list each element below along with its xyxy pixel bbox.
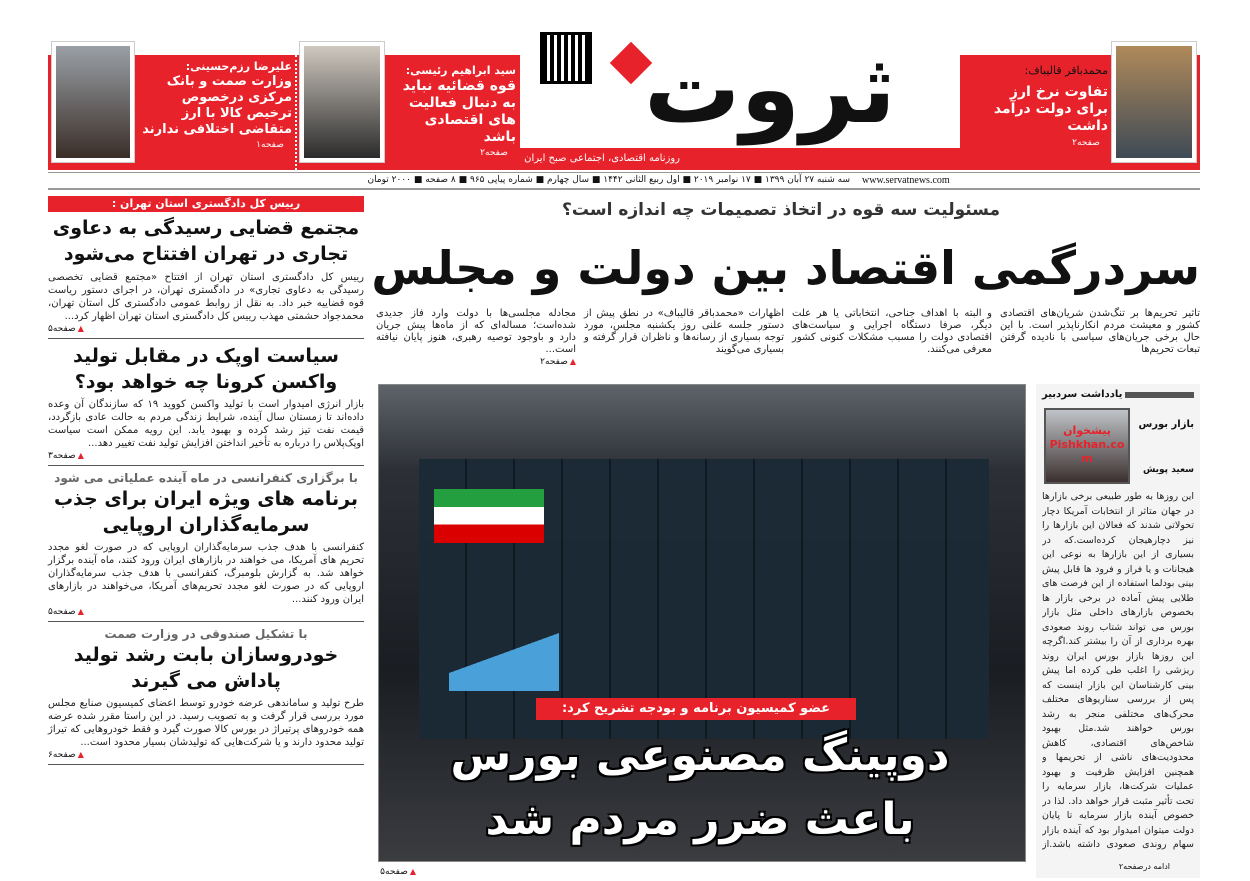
story-body: بازار انرژی امیدوار است با تولید واکسن کووید ۱۹ که سازندگان آن وعده داده‌اند تا زمستان سال آینده، شرایط زندگی مردم به حالت عادی بازگردد، قیمت نفت تیز رشد کرده و بهبود یابد. این رویه ممکن است سیاست اوپک‌پلاس را درباره به تأخیر انداختن افزایش تولید نفت تغییر دهد...: [48, 399, 364, 449]
tagline: روزنامه اقتصادی، اجتماعی صبح ایران: [524, 153, 680, 164]
story-headline[interactable]: مجتمع قضایی رسیدگی به دعاوی تجاری در تهران افتتاح می‌شود: [52, 217, 360, 265]
editorial-label-text: یادداشت سردبیر: [1042, 389, 1123, 400]
lead-page-ref[interactable]: ▲ صفحه۲: [376, 356, 576, 368]
lead-column-last: [376, 308, 576, 368]
story-4: [48, 622, 364, 765]
divider: [295, 55, 297, 170]
teaser-speaker: علیرضا رزم‌حسینی:: [185, 60, 292, 73]
dateline: سه شنبه ۲۷ آبان ۱۳۹۹ ■ ۱۷ نوامبر ۲۰۱۹ ■ اول ربیع الثانی ۱۴۴۲ ■ سال چهارم ■ شماره پیاپی ۹۶۵ ■ ۸ صفحه ■ ۲۰۰۰ تومان: [367, 175, 850, 185]
story-headline[interactable]: خودروسازان بابت رشد تولید پاداش می گیرند: [73, 644, 339, 692]
story-page-ref[interactable]: ▲ صفحه۵: [48, 606, 364, 618]
lead-column: و البته با اهداف جناحی، انتخاباتی یا هر علت دیگر، صرفا دستگاه اجرایی و سیاست‌های اقتصادی دولت را مسبب مشکلات کنونی کشور معرفی می‌کنند.: [792, 308, 992, 355]
teaser-speaker: سید ابراهیم رئیسی:: [405, 64, 516, 77]
photo-page-ref[interactable]: ▲ صفحه۵: [372, 866, 416, 878]
label-bar: [1125, 392, 1194, 398]
left-column: [48, 196, 364, 765]
story-kicker: با تشکیل صندوقی در وزارت صمت: [104, 627, 308, 641]
editorial-column: [1036, 384, 1200, 878]
editorial-body: این روزها به طور طبیعی برخی بازارها در جهان متاثر از انتخابات آمریکا دچار تحولاتی شدند که فعالان این بازارها را نیز دچارهیجان کرده‌است.که در بسیاری از این بازارها به نوعی این هیجانات و یا فراز و فرود ها قابل پیش بینی بودلما استفاده از این فرصت های طلایی پیش آماده در برخی بازار ها بخصوص بازارهای داخلی مثل بازار بورس می تواند شتاب روند صعودی بهره برداری از آن را بیشتر کند.اگرچه این روزها بازار بورس ایران روند ریزشی را اغلب طی کرده اما پیش بینی کارشناسان این بازار اینست که پس از بررسی سناریوهای مختلف محرک‌های مختلفی منجر به رشد بورس خواهند شد.مثل بهبود شاخص‌های اقتصادی، کاهش محدودیت‌های ناشی از تحریمها و همچنین افزایش ظرفیت و بهبود عملیات شرکت‌ها، بازار سرمایه را تحت تأثیر مثبت قرار خواهد داد. لذا در خصوص آینده بازار سرمایه تا پایان دولت میتوان امیدوار بود که آینده بازار سهام روندی صعودی داشته باشد.از: [1042, 491, 1194, 850]
story-3: [48, 466, 364, 622]
lead-columns: [376, 308, 1200, 368]
iran-flag: [434, 489, 544, 543]
photo-headline-line1[interactable]: دوپینگ مصنوعی بورس: [450, 730, 950, 781]
editorial-author: سعید پویش: [1142, 465, 1194, 475]
story-headline[interactable]: سیاست اوپک در مقابل تولید واکسن کرونا چه خواهد بود؟: [72, 345, 339, 393]
editorial-continue[interactable]: ادامه درصفحه۲: [1118, 862, 1170, 871]
logo: [520, 30, 960, 148]
story-body: رییس کل دادگستری استان تهران از افتتاح «مجتمع قضایی تخصصی رسیدگی به دعاوی تجاری» در دادگستری تهران، در اجرای دستور ریاست قوه قضاییه خبر داد. به نقل از روابط عمومی دادگستری کل استان تهران، محمدجواد حشمتی مهذب رییس کل دادگستری استان تهران اظهار کرد...: [48, 272, 364, 322]
teaser-razmhosseini: [138, 60, 292, 151]
lead-column: مجادله مجلسی‌ها با دولت وارد فاز جدیدی شده‌است؛ مساله‌ای که از ماه‌ها پیش جریان دارد و باوجود توصیه رهبری، هنوز پایان نیافته است...: [376, 308, 576, 355]
teaser-headline[interactable]: قوه قضائیه نباید به دنبال فعالیت های اقتصادی باشد: [402, 78, 516, 145]
story-headline[interactable]: برنامه های ویژه ایران برای جذب سرمایه‌گذاران اروپایی: [53, 488, 359, 536]
editorial-title[interactable]: بازار بورس: [1138, 419, 1194, 430]
watermark: پیشخوان Pishkhan.com: [1049, 424, 1125, 465]
lead-column: اظهارات «محمدباقر قالیباف» در نطق پیش از دستور جلسه علنی روز یکشنبه مجلس، مورد توجه بسیاری از رسانه‌ها و ناظران قرار گرفته و بسیاری می‌گویند: [584, 308, 784, 355]
story-kicker: رییس کل دادگستری استان تهران :: [48, 196, 364, 212]
teaser-headline[interactable]: تفاوت نرخ ارز برای دولت درآمد داشت: [993, 84, 1108, 134]
story-2: [48, 339, 364, 466]
teaser-speaker: محمدباقر قالیباف:: [1024, 64, 1108, 77]
logo-text: ثروت: [644, 33, 896, 145]
story-body: کنفرانسی با هدف جذب سرمایه‌گذاران اروپایی که در صورت لغو مجدد تحریم های آمریکا، می خواهند در بازارهای ایران ورود کنند، ماه آینده برگزار خواهد شد. به گزارش بلومبرگ، کنفرانسی با هدف جذب سرمایه‌گذاران اروپایی که در صورت لغو مجدد تحریم‌های آمریکا، می‌خواهند در بازارهای ایران ورود کنند...: [48, 542, 364, 605]
teaser-photo-razmhosseini: [52, 42, 134, 162]
teaser-page-ref[interactable]: ▲ صفحه۱: [138, 139, 292, 151]
website[interactable]: www.servatnews.com: [862, 175, 950, 186]
teaser-ghalibaf: [985, 84, 1108, 149]
story-page-ref[interactable]: ▲ صفحه۵: [48, 323, 364, 335]
lead-headline[interactable]: سردرگمی اقتصاد بین دولت و مجلس: [371, 241, 1200, 295]
story-page-ref[interactable]: ▲ صفحه۳: [48, 450, 364, 462]
teaser-headline[interactable]: وزارت صمت و بانک مرکزی درخصوص ترخیص کالا با ارز متقاضی اختلافی ندارند: [142, 74, 292, 137]
teaser-photo-raisi: [300, 42, 384, 162]
chart-thumbnail: [449, 615, 559, 691]
story-page-ref[interactable]: ▲ صفحه۶: [48, 749, 364, 761]
story-kicker: با برگزاری کنفرانسی در ماه آینده عملیاتی می شود: [54, 471, 358, 485]
story-body: طرح تولید و ساماندهی عرضه خودرو توسط اعضای کمیسیون صنایع مجلس مورد بررسی قرار گرفت و به تصویب رسید. در این راستا مقرر شده عرضه همه خودروهای پرتیراژ در بورس کالا صورت گیرد و فقط خودروهایی که تیراژ تولید محدود دارند و یا شرکت‌هایی که تولیدشان بسیار محدود است...: [48, 698, 364, 748]
editorial-label: [1042, 388, 1194, 401]
photo-kicker: عضو کمیسیون برنامه و بودجه تشریح کرد:: [536, 698, 856, 720]
lead-kicker: مسئولیت سه قوه در اتخاذ تصمیمات چه اندازه است؟: [562, 200, 1000, 220]
teaser-raisi: [388, 64, 516, 159]
photo-headline-line2[interactable]: باعث ضرر مردم شد: [485, 794, 915, 845]
teaser-photo-ghalibaf: [1112, 42, 1196, 162]
story-1: [48, 196, 364, 339]
lead-column: تاثیر تحریم‌ها بر تنگ‌شدن شریان‌های اقتصادی کشور و معیشت مردم انکارناپذیر است. با این حال برخی جریان‌های سیاسی با نادیده گرفتن تبعات تحریم‌ها: [1000, 308, 1200, 355]
teaser-page-ref[interactable]: ▲ صفحه۲: [985, 137, 1108, 149]
teaser-page-ref[interactable]: ▲ صفحه۲: [388, 147, 516, 159]
